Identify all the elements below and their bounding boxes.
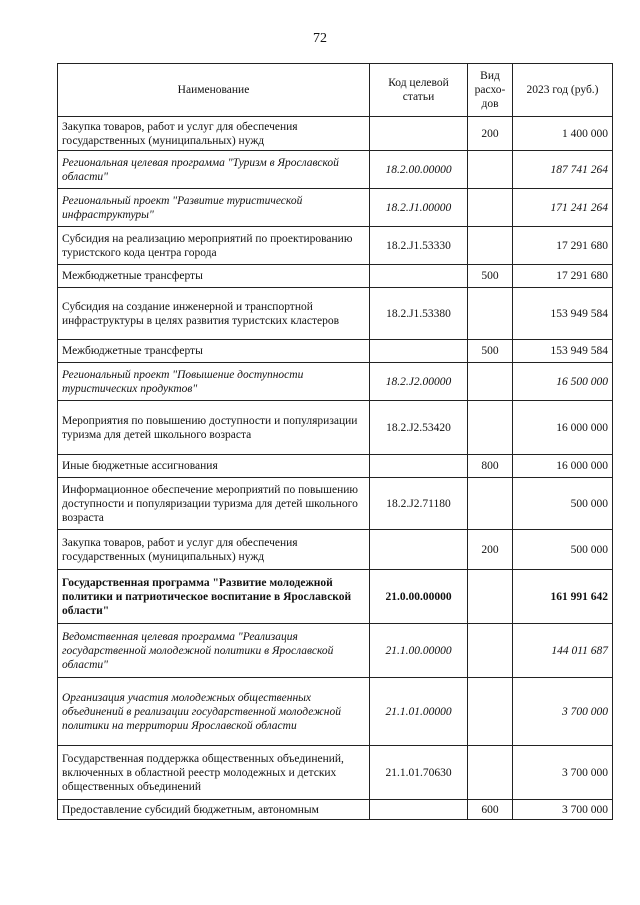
table-row <box>58 151 613 189</box>
cell-name: Закупка товаров, работ и услуг для обеспечения государственных (муниципальных) нужд <box>58 530 370 570</box>
cell-type: 600 <box>468 800 513 820</box>
cell-sum: 161 991 642 <box>513 570 613 624</box>
cell-sum: 153 949 584 <box>513 340 613 363</box>
cell-sum: 16 000 000 <box>513 455 613 478</box>
table-row <box>58 478 613 530</box>
table-row <box>58 265 613 288</box>
cell-code: 18.2.J1.53330 <box>370 227 468 265</box>
cell-name: Межбюджетные трансферты <box>58 265 370 288</box>
cell-type <box>468 151 513 189</box>
table-row <box>58 340 613 363</box>
cell-name: Региональный проект "Развитие туристической инфраструктуры" <box>58 189 370 227</box>
cell-sum: 17 291 680 <box>513 227 613 265</box>
table-row <box>58 401 613 455</box>
cell-sum: 144 011 687 <box>513 624 613 678</box>
cell-name: Региональный проект "Повышение доступности туристических продуктов" <box>58 363 370 401</box>
cell-code: 18.2.J1.00000 <box>370 189 468 227</box>
cell-code <box>370 455 468 478</box>
cell-code: 18.2.J1.53380 <box>370 288 468 340</box>
cell-name: Информационное обеспечение мероприятий по повышению доступности и популяризации туризма для детей школьного возраста <box>58 478 370 530</box>
cell-sum: 171 241 264 <box>513 189 613 227</box>
cell-name: Межбюджетные трансферты <box>58 340 370 363</box>
cell-code: 18.2.J2.71180 <box>370 478 468 530</box>
table-row <box>58 455 613 478</box>
table-row <box>58 800 613 820</box>
cell-code: 21.0.00.00000 <box>370 570 468 624</box>
cell-sum: 500 000 <box>513 478 613 530</box>
page-number: 72 <box>313 31 327 46</box>
cell-name: Региональная целевая программа "Туризм в Ярославской области" <box>58 151 370 189</box>
cell-code: 21.1.01.00000 <box>370 678 468 746</box>
header-name: Наименование <box>58 64 370 117</box>
table-row <box>58 624 613 678</box>
cell-sum: 500 000 <box>513 530 613 570</box>
cell-type <box>468 478 513 530</box>
cell-code: 18.2.J2.53420 <box>370 401 468 455</box>
cell-code <box>370 265 468 288</box>
table-header-row <box>58 64 613 117</box>
cell-type: 500 <box>468 265 513 288</box>
cell-type <box>468 401 513 455</box>
cell-code: 18.2.00.00000 <box>370 151 468 189</box>
cell-sum: 1 400 000 <box>513 117 613 151</box>
cell-type: 200 <box>468 117 513 151</box>
cell-sum: 16 000 000 <box>513 401 613 455</box>
table-row <box>58 678 613 746</box>
cell-name: Иные бюджетные ассигнования <box>58 455 370 478</box>
cell-type <box>468 227 513 265</box>
cell-name: Организация участия молодежных общественных объединений в реализации государственной молодежной политики на территории Ярославской области <box>58 678 370 746</box>
cell-sum: 3 700 000 <box>513 678 613 746</box>
cell-code: 21.1.00.00000 <box>370 624 468 678</box>
cell-type <box>468 678 513 746</box>
cell-type <box>468 624 513 678</box>
cell-code: 21.1.01.70630 <box>370 746 468 800</box>
budget-table <box>57 63 613 820</box>
cell-code <box>370 800 468 820</box>
cell-type: 200 <box>468 530 513 570</box>
cell-type: 800 <box>468 455 513 478</box>
cell-sum: 3 700 000 <box>513 800 613 820</box>
cell-type <box>468 570 513 624</box>
header-type: Вид расхо- дов <box>468 64 513 117</box>
cell-name: Ведомственная целевая программа "Реализация государственной молодежной политики в Ярославской области" <box>58 624 370 678</box>
cell-sum: 3 700 000 <box>513 746 613 800</box>
cell-name: Субсидия на создание инженерной и транспортной инфраструктуры в целях развития туристских кластеров <box>58 288 370 340</box>
cell-sum: 187 741 264 <box>513 151 613 189</box>
cell-sum: 17 291 680 <box>513 265 613 288</box>
cell-code: 18.2.J2.00000 <box>370 363 468 401</box>
table-row <box>58 363 613 401</box>
cell-type <box>468 288 513 340</box>
cell-type: 500 <box>468 340 513 363</box>
cell-name: Государственная программа "Развитие молодежной политики и патриотическое воспитание в Ярославской области" <box>58 570 370 624</box>
cell-name: Субсидия на реализацию мероприятий по проектированию туристского кода центра города <box>58 227 370 265</box>
header-sum: 2023 год (руб.) <box>513 64 613 117</box>
cell-sum: 16 500 000 <box>513 363 613 401</box>
table-row <box>58 746 613 800</box>
table-row <box>58 117 613 151</box>
table-row <box>58 189 613 227</box>
cell-code <box>370 117 468 151</box>
cell-sum: 153 949 584 <box>513 288 613 340</box>
table-row <box>58 227 613 265</box>
table-row <box>58 570 613 624</box>
cell-name: Предоставление субсидий бюджетным, автономным <box>58 800 370 820</box>
cell-type <box>468 189 513 227</box>
cell-name: Закупка товаров, работ и услуг для обеспечения государственных (муниципальных) нужд <box>58 117 370 151</box>
cell-code <box>370 530 468 570</box>
header-code: Код целевой статьи <box>370 64 468 117</box>
cell-type <box>468 746 513 800</box>
table-row <box>58 530 613 570</box>
cell-type <box>468 363 513 401</box>
table-row <box>58 288 613 340</box>
cell-name: Государственная поддержка общественных объединений, включенных в областной реестр молодежных и детских общественных объединений <box>58 746 370 800</box>
cell-name: Мероприятия по повышению доступности и популяризации туризма для детей школьного возраста <box>58 401 370 455</box>
cell-code <box>370 340 468 363</box>
